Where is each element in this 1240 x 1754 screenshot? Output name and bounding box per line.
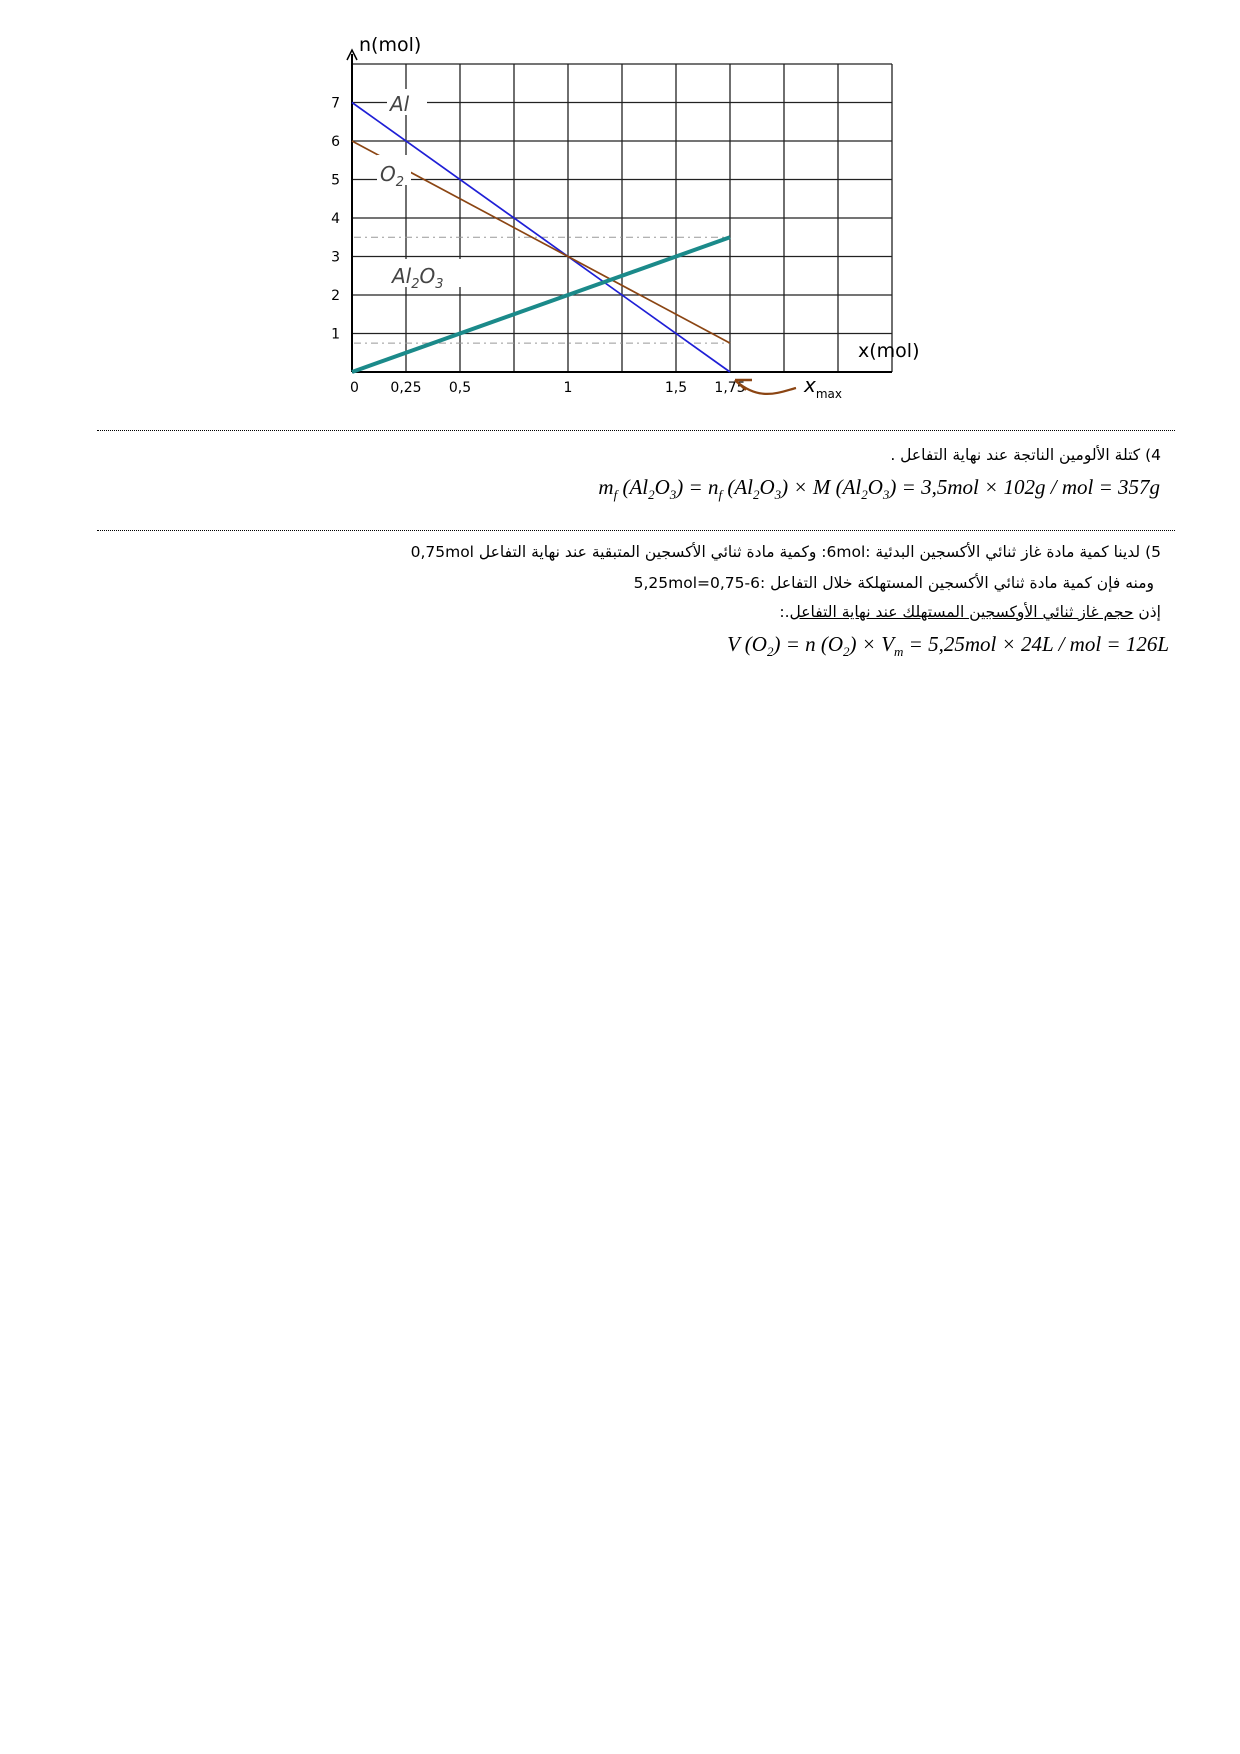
chart-grid	[352, 64, 892, 372]
x-tick-label: 0	[350, 380, 359, 396]
separator-dotted-2	[97, 530, 1175, 531]
chart-axes	[347, 50, 892, 372]
x-tick-label: 0,25	[390, 380, 422, 396]
tick-labels	[331, 34, 919, 396]
xmax-label: $x_{max}$	[804, 373, 842, 401]
y-tick-label: 6	[331, 134, 340, 150]
series-label-al2o3: $Al_2O_3$	[392, 264, 444, 292]
q4-title: 4) كتلة الألومين الناتجة عند نهاية التفاعل .	[890, 446, 1161, 464]
q5-line2: ومنه فإن كمية مادة ثنائي الأكسجين المستهلكة خلال التفاعل :6-0,75=5,25mol	[633, 574, 1154, 592]
reaction-progress-chart	[330, 25, 950, 405]
y-tick-label: 1	[331, 326, 340, 343]
series-labels	[377, 89, 461, 292]
x-axis-label: x(mol)	[858, 340, 920, 362]
separator-dotted-1	[97, 430, 1175, 431]
series-label-al: Al	[390, 92, 410, 116]
x-tick-label: 1,75	[714, 380, 746, 396]
x-tick-label: 1	[563, 380, 573, 396]
x-tick-label: 1,5	[664, 380, 688, 396]
series-line-al2o3	[352, 237, 730, 372]
q5-underlined-text: حجم غاز ثنائي الأوكسجين المستهلك عند نهاية التفاعل	[789, 603, 1134, 621]
y-tick-label: 5	[331, 172, 340, 189]
x-tick-label: 0,5	[448, 380, 472, 396]
y-axis-label: n(mol)	[359, 34, 422, 56]
y-tick-label: 4	[331, 211, 340, 227]
series-label-o2: $O_2$	[380, 162, 405, 190]
q5-line3: إذن حجم غاز ثنائي الأوكسجين المستهلك عند نهاية التفاعل.:	[779, 603, 1161, 621]
q5-line1: 5) لدينا كمية مادة غاز ثنائي الأكسجين البدئية :6mol: وكمية مادة ثنائي الأكسجين المتبقية عند نهاية التفاعل 0,75mol	[410, 543, 1161, 561]
y-tick-label: 2	[331, 288, 340, 304]
xmax-annotation	[735, 373, 842, 401]
y-tick-label: 7	[331, 95, 340, 112]
q5-formula: V $(O_2) = n$ $(O_2) \times V_m = 5,25mol \times 24L$ / mol = 126L	[727, 632, 1169, 660]
y-tick-label: 3	[331, 249, 340, 266]
q4-formula: $m_f$ $(Al_2O_3) = n_f$ $(Al_2O_3) \times M$ $(Al_2O_3) = 3,5mol \times 102g$ / mol = 357g	[598, 475, 1160, 503]
